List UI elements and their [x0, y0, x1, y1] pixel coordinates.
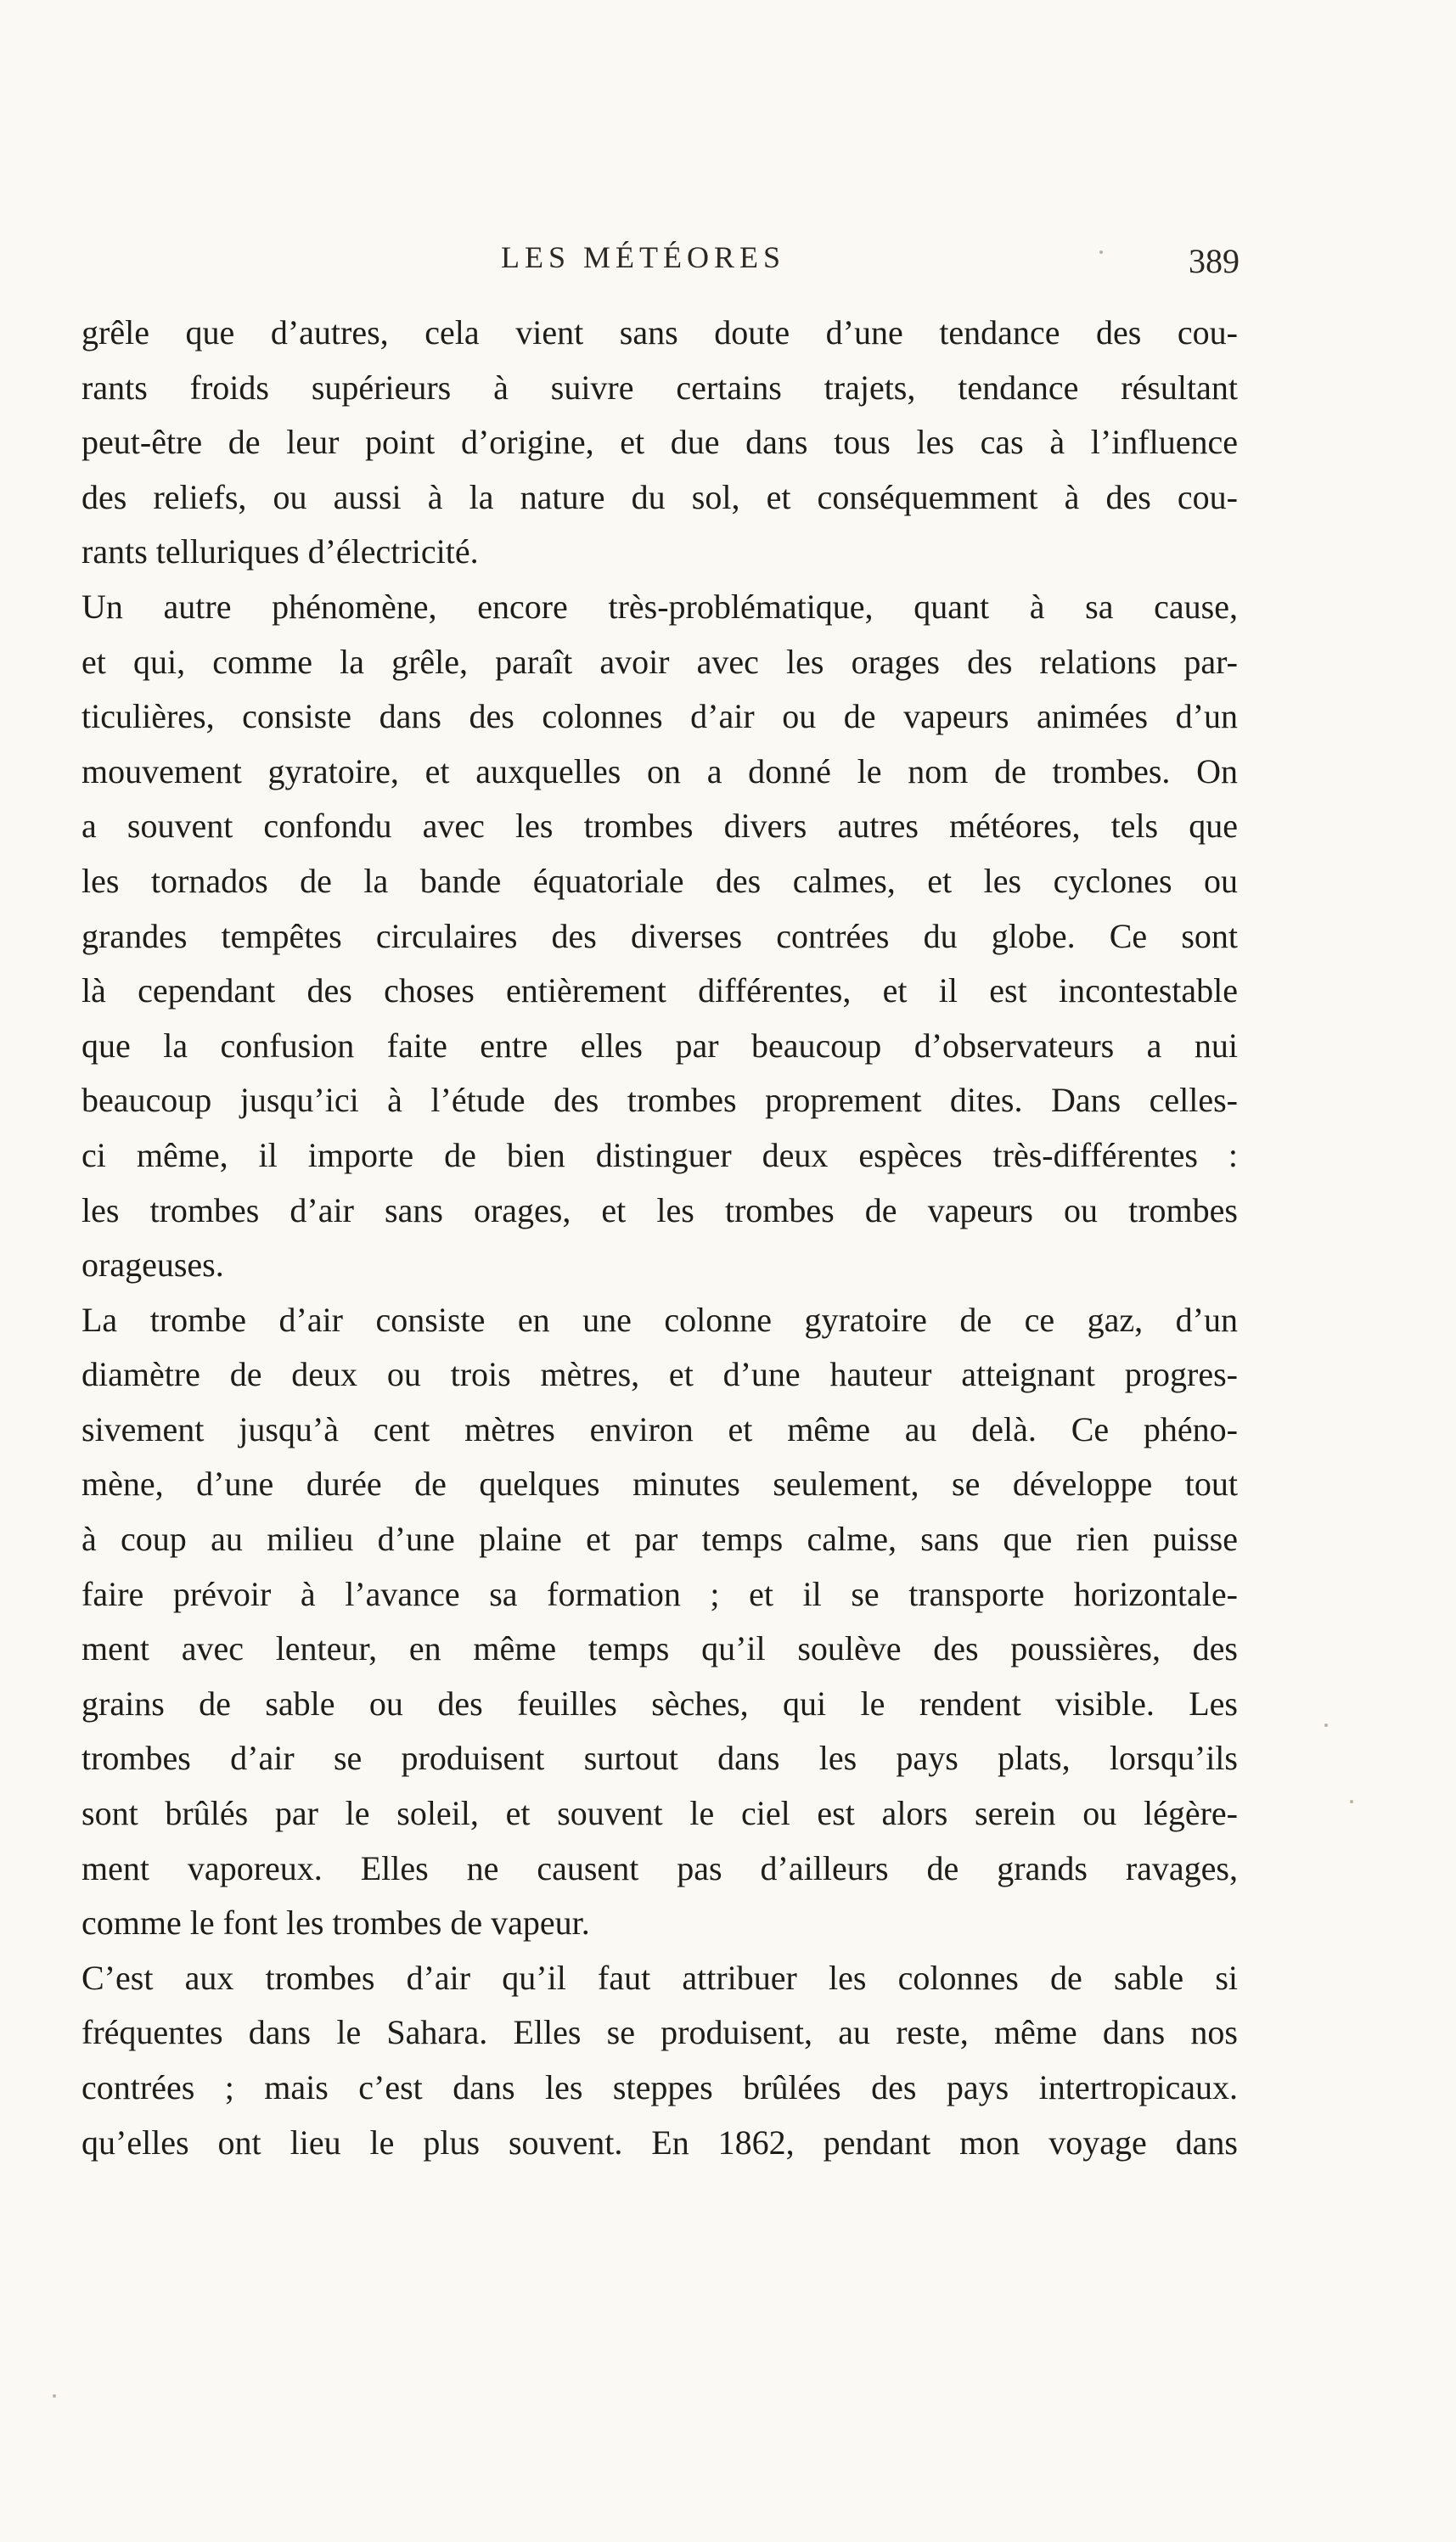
text-line: les tornados de la bande équatoriale des calmes, et les cyclones ou: [82, 861, 1238, 900]
text-line: diamètre de deux ou trois mètres, et d’une hauteur atteignant progres-: [82, 1355, 1238, 1394]
paper-speck: [1099, 250, 1103, 254]
text-line: comme le font les trombes de vapeur.: [82, 1904, 590, 1943]
text-line: qu’elles ont lieu le plus souvent. En 1862, pendant mon voyage dans: [82, 2123, 1238, 2162]
text-line: et qui, comme la grêle, paraît avoir avec les orages des relations par-: [82, 642, 1238, 681]
running-head: [85, 239, 1240, 287]
text-line: orageuses.: [82, 1246, 224, 1285]
text-line: a souvent confondu avec les trombes divers autres météores, tels que: [82, 807, 1238, 846]
text-line: mène, d’une durée de quelques minutes seulement, se développe tout: [82, 1465, 1238, 1504]
text-line: peut-être de leur point d’origine, et due dans tous les cas à l’influence: [82, 423, 1238, 462]
text-line: sivement jusqu’à cent mètres environ et même au delà. Ce phéno-: [82, 1409, 1238, 1448]
text-line: mouvement gyratoire, et auxquelles on a donné le nom de trombes. On: [82, 751, 1238, 790]
running-title: LES MÉTÉORES: [501, 240, 786, 274]
text-line: rants telluriques d’électricité.: [82, 532, 479, 571]
text-line: fréquentes dans le Sahara. Elles se produisent, au reste, même dans nos: [82, 2013, 1238, 2052]
text-line: grandes tempêtes circulaires des diverses contrées du globe. Ce sont: [82, 916, 1238, 955]
text-line: beaucoup jusqu’ici à l’étude des trombes proprement dites. Dans celles-: [82, 1081, 1238, 1120]
text-line: à coup au milieu d’une plaine et par temps calme, sans que rien puisse: [82, 1520, 1238, 1559]
text-line: ticulières, consiste dans des colonnes d’air ou de vapeurs animées d’un: [82, 697, 1238, 736]
text-line: ci même, il importe de bien distinguer deux espèces très-différentes :: [82, 1135, 1238, 1174]
text-line: faire prévoir à l’avance sa formation ; et il se transporte horizontale-: [82, 1574, 1238, 1613]
text-line: rants froids supérieurs à suivre certains trajets, tendance résultant: [82, 368, 1238, 407]
page-number: 389: [1189, 242, 1240, 280]
text-line: que la confusion faite entre elles par beaucoup d’observateurs a nui: [82, 1026, 1238, 1065]
text-line: là cependant des choses entièrement différentes, et il est incontestable: [82, 971, 1238, 1010]
paper-speck: [53, 2394, 56, 2398]
text-line: sont brûlés par le soleil, et souvent le ciel est alors serein ou légère-: [82, 1794, 1238, 1833]
text-line: trombes d’air se produisent surtout dans les pays plats, lorsqu’ils: [82, 1739, 1238, 1778]
text-line: ment avec lenteur, en même temps qu’il soulève des poussières, des: [82, 1629, 1238, 1668]
paper-speck: [1324, 1724, 1328, 1727]
text-line: les trombes d’air sans orages, et les trombes de vapeurs ou trombes: [82, 1190, 1238, 1229]
text-line: La trombe d’air consiste en une colonne gyratoire de ce gaz, d’un: [82, 1300, 1238, 1339]
text-line: grains de sable ou des feuilles sèches, qui le rendent visible. Les: [82, 1684, 1238, 1723]
text-line: des reliefs, ou aussi à la nature du sol, et conséquemment à des cou-: [82, 477, 1238, 516]
text-line: ment vaporeux. Elles ne causent pas d’ailleurs de grands ravages,: [82, 1848, 1238, 1887]
paper-speck: [1350, 1800, 1353, 1803]
text-line: grêle que d’autres, cela vient sans doute d’une tendance des cou-: [82, 313, 1238, 351]
text-line: C’est aux trombes d’air qu’il faut attribuer les colonnes de sable si: [82, 1958, 1238, 1997]
text-line: contrées ; mais c’est dans les steppes brûlées des pays intertropicaux.: [82, 2068, 1238, 2106]
body-text: [82, 306, 1238, 2170]
text-line: Un autre phénomène, encore très-problématique, quant à sa cause,: [82, 587, 1238, 626]
